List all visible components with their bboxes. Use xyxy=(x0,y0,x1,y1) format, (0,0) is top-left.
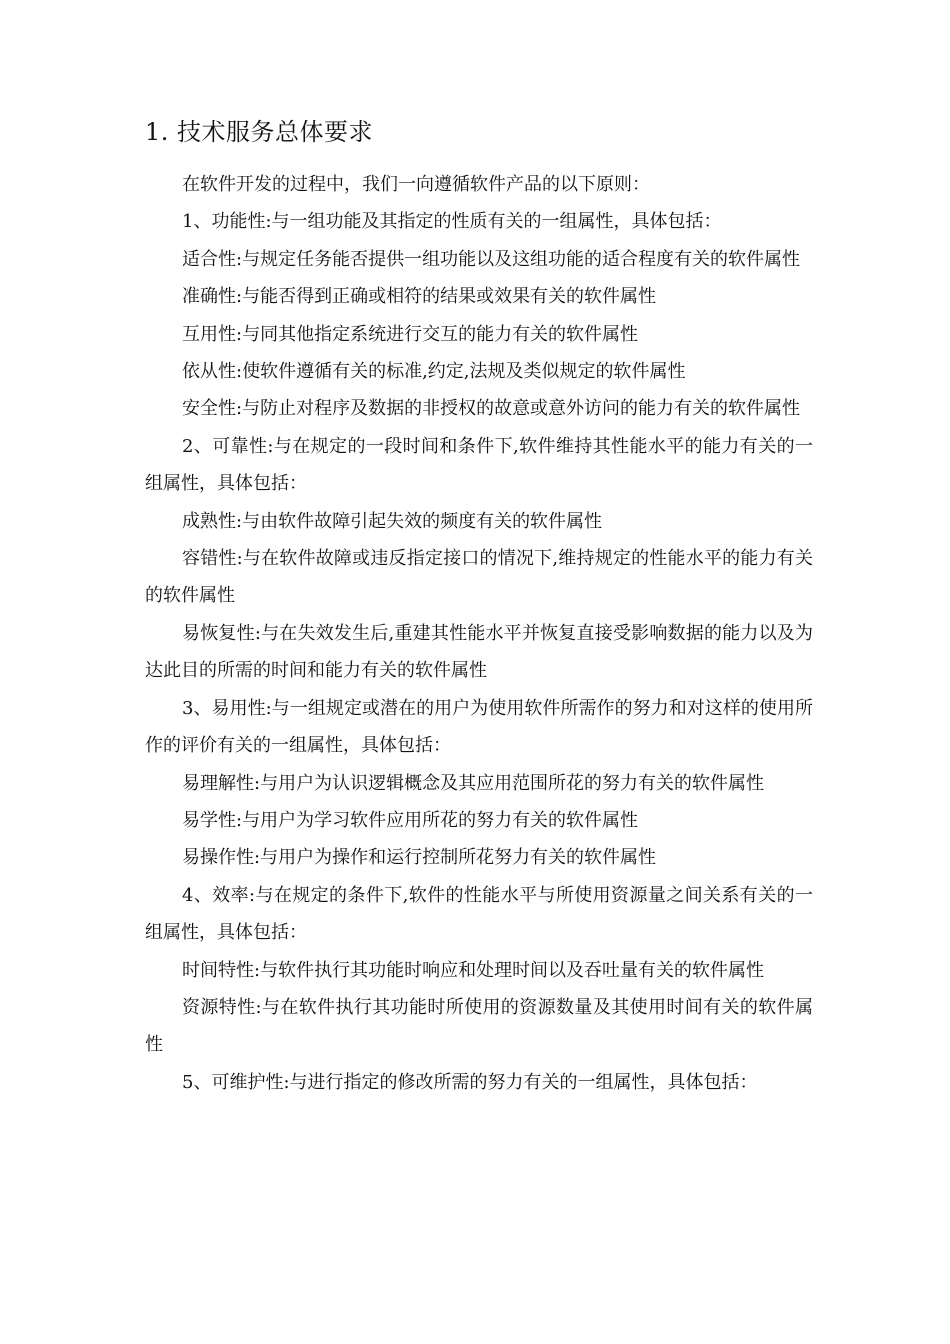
paragraph-suitability: 适合性:与规定任务能否提供一组功能以及这组功能的适合程度有关的软件属性 xyxy=(182,248,801,270)
paragraph-resource-behaviour: 资源特性:与在软件执行其功能时所使用的资源数量及其使用时间有关的软件属性 xyxy=(145,996,813,1056)
paragraph-maintainability: 5、可维护性:与进行指定的修改所需的努力有关的一组属性，具体包括： xyxy=(182,1071,758,1093)
paragraph-interoperability: 互用性:与同其他指定系统进行交互的能力有关的软件属性 xyxy=(182,323,639,345)
paragraph-time-behaviour: 时间特性:与软件执行其功能时响应和处理时间以及吞吐量有关的软件属性 xyxy=(182,959,765,981)
paragraph-functionality: 1、功能性:与一组功能及其指定的性质有关的一组属性，具体包括： xyxy=(182,211,722,233)
paragraph-efficiency: 4、效率:与在规定的条件下,软件的性能水平与所使用资源量之间关系有关的一组属性，具体包括： xyxy=(145,884,813,944)
paragraph-learnability: 易学性:与用户为学习软件应用所花的努力有关的软件属性 xyxy=(182,809,639,831)
paragraph-maturity: 成熟性:与由软件故障引起失效的频度有关的软件属性 xyxy=(182,510,603,532)
paragraph-reliability: 2、可靠性:与在规定的一段时间和条件下,软件维持其性能水平的能力有关的一组属性，具体包括： xyxy=(145,435,813,495)
paragraph-security: 安全性:与防止对程序及数据的非授权的故意或意外访问的能力有关的软件属性 xyxy=(182,398,801,420)
paragraph-compliance: 依从性:使软件遵循有关的标准,约定,法规及类似规定的软件属性 xyxy=(182,361,686,383)
paragraph-recoverability: 易恢复性:与在失效发生后,重建其性能水平并恢复直接受影响数据的能力以及为达此目的所需的时间和能力有关的软件属性 xyxy=(145,622,813,682)
section-heading: 1. 技术服务总体要求 xyxy=(145,118,374,146)
paragraph-fault-tolerance: 容错性:与在软件故障或违反指定接口的情况下,维持规定的性能水平的能力有关的软件属性 xyxy=(145,548,813,607)
paragraph-usability: 3、易用性:与一组规定或潜在的用户为使用软件所需作的努力和对这样的使用所作的评价有关的一组属性，具体包括： xyxy=(145,697,813,757)
body-text xyxy=(145,166,813,1101)
paragraph-operability: 易操作性:与用户为操作和运行控制所花努力有关的软件属性 xyxy=(182,847,657,869)
paragraph-understandability: 易理解性:与用户为认识逻辑概念及其应用范围所花的努力有关的软件属性 xyxy=(182,772,765,794)
paragraph-intro: 在软件开发的过程中，我们一向遵循软件产品的以下原则： xyxy=(182,174,650,195)
paragraph-accuracy: 准确性:与能否得到正确或相符的结果或效果有关的软件属性 xyxy=(182,286,657,308)
